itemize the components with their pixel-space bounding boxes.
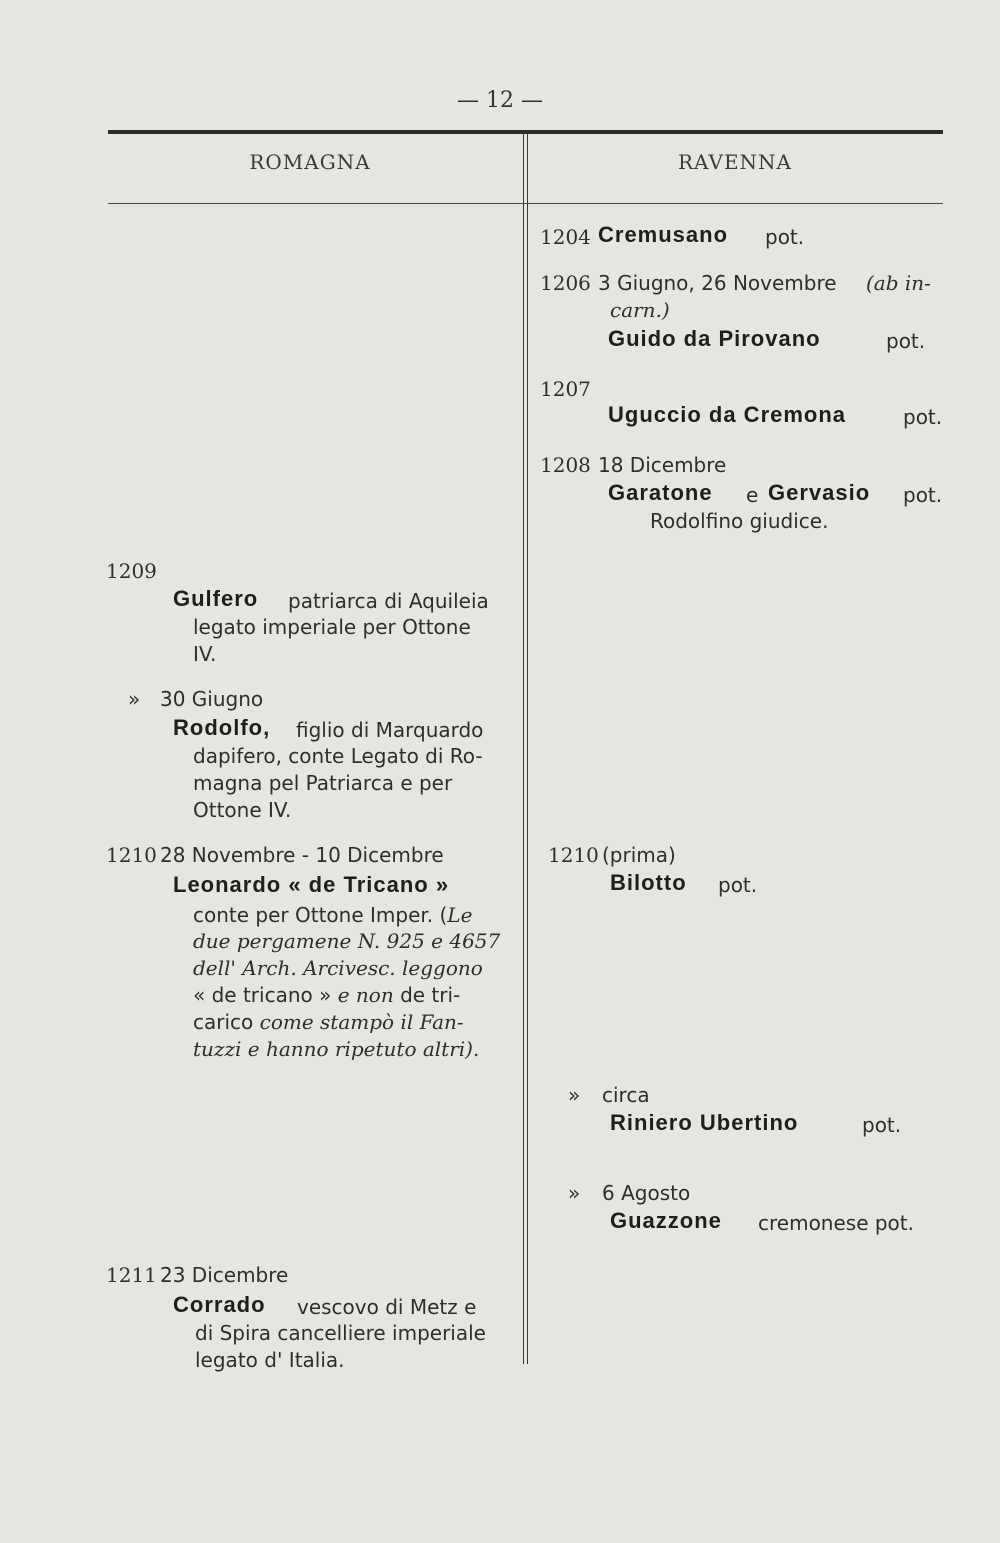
year: 1207 [540,377,591,401]
italic-segment: e non [337,983,394,1007]
text-line: di Spira cancelliere imperiale [195,1321,486,1345]
person-name: Uguccio da Cremona [608,402,847,427]
note-continued: carn.) [610,298,670,322]
text-segment: conte per Ottone Imper. ( [193,903,448,927]
extra-line: Rodolfino giudice. [650,509,829,533]
italic-segment: come stampò il Fan- [259,1010,464,1034]
date: 28 Novembre - 10 Dicembre [160,843,444,867]
date: circa [602,1083,650,1107]
person-name: Gulfero [173,586,259,611]
column-header-ravenna: RAVENNA [678,150,792,174]
text-line: dapifero, conte Legato di Ro- [193,744,483,768]
date: 18 Dicembre [598,453,727,477]
ditto-mark: » [568,1083,581,1107]
year: 1210 [106,843,157,867]
person-name: Garatone [608,480,713,505]
text-line: Ottone IV. [193,798,292,822]
year: 1204 [540,225,591,249]
text-line: legato d' Italia. [195,1348,345,1372]
person-name: Bilotto [610,870,687,895]
column-header-romagna: ROMAGNA [249,150,371,174]
person-name: Gervasio [768,480,871,505]
text-line: patriarca di Aquileia [288,589,489,613]
text-segment: de tri- [400,983,461,1007]
note: (ab in- [866,271,931,295]
text-line: vescovo di Metz e [297,1295,477,1319]
person-name: Cremusano [598,222,729,247]
text-line [193,982,460,1008]
text-segment: « de tricano » [193,983,332,1007]
date: 30 Giugno [160,687,264,711]
year: 1208 [540,453,591,477]
italic-line: dell' Arch. Arcivesc. leggono [193,956,483,980]
year: 1210 [548,843,599,867]
text-line: IV. [193,642,217,666]
date: 3 Giugno, 26 Novembre [598,271,837,295]
person-name: Guido da Pirovano [608,326,821,351]
year: 1206 [540,271,591,295]
top-rule [108,130,943,134]
role: pot. [903,405,943,429]
year: 1211 [106,1263,157,1287]
column-divider-left [523,132,524,1364]
date: 23 Dicembre [160,1263,289,1287]
italic-segment: Le [447,903,473,927]
person-name: Rodolfo, [173,715,271,740]
role: pot. [903,483,943,507]
italic-line: tuzzi e hanno ripetuto altri). [193,1037,480,1061]
text-line [193,902,472,928]
date: 6 Agosto [602,1181,691,1205]
italic-line: due pergamene N. 925 e 4657 [193,929,501,953]
header-rule [108,203,943,204]
person-name: Riniero Ubertino [610,1110,799,1135]
text-line [193,1009,464,1035]
role: pot. [765,225,805,249]
person-name: Leonardo « de Tricano » [173,872,450,897]
conjunction: e [746,483,759,507]
ditto-mark: » [128,687,141,711]
person-name: Corrado [173,1292,266,1317]
text-line: magna pel Patriarca e per [193,771,453,795]
role: cremonese pot. [758,1211,914,1235]
ditto-mark: » [568,1181,581,1205]
role: pot. [886,329,926,353]
role: pot. [718,873,758,897]
page-number: — 12 — [457,88,543,113]
role: pot. [862,1113,902,1137]
year: 1209 [106,559,157,583]
date: (prima) [602,843,676,867]
text-line: legato imperiale per Ottone [193,615,471,639]
text-segment: carico [193,1010,254,1034]
text-line: figlio di Marquardo [296,718,484,742]
person-name: Guazzone [610,1208,722,1233]
column-divider-right [527,132,528,1364]
